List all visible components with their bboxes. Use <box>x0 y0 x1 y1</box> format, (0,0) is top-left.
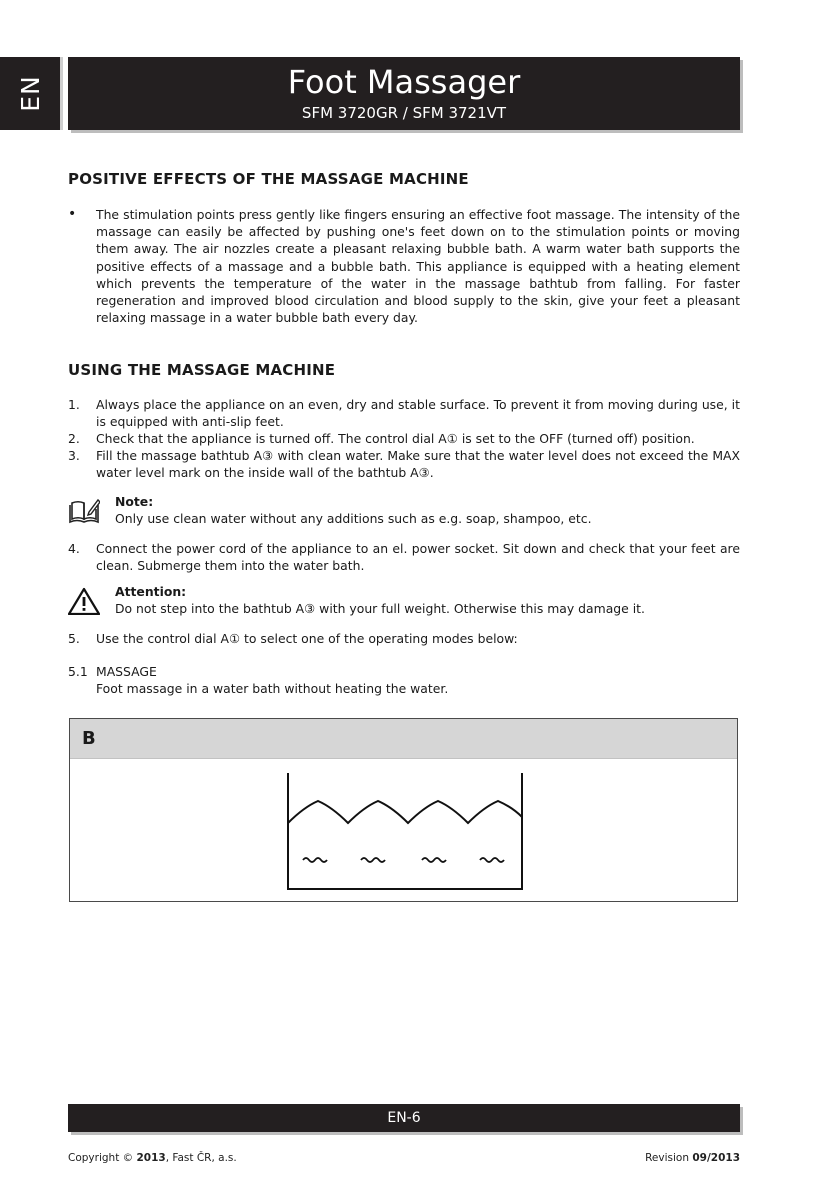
attention-label: Attention: <box>115 584 187 599</box>
revision <box>645 1152 740 1164</box>
step-description: Foot massage in a water bath without heating the water. <box>96 681 449 696</box>
note-text: Only use clean water without any additions such as e.g. soap, shampoo, etc. <box>115 511 592 526</box>
language-tab <box>0 57 63 130</box>
figure-label: B <box>70 719 737 759</box>
usage-heading: USING THE MASSAGE MACHINE <box>68 361 336 379</box>
book-note-icon <box>68 497 100 525</box>
step-text: MASSAGE <box>96 664 157 679</box>
step-text: Always place the appliance on an even, dry and stable surface. To prevent it from moving during use, it is equipped with anti-slip feet. <box>96 397 740 430</box>
warning-triangle-icon <box>68 587 100 615</box>
water-bath-illustration <box>70 759 737 901</box>
copyright-prefix: Copyright © <box>68 1152 137 1164</box>
step-text: Connect the power cord of the appliance to an el. power socket. Sit down and check that your feet are clean. Submerge them into the water bath. <box>96 541 740 574</box>
copyright-year: 2013 <box>136 1152 166 1164</box>
figure-b <box>69 718 738 902</box>
copyright-company: , Fast ČR, a.s. <box>165 1152 237 1164</box>
ripple-mark <box>361 858 385 862</box>
attention-text: Do not step into the bathtub A③ with your full weight. Otherwise this may damage it. <box>115 601 645 616</box>
step-number: 5. <box>68 631 80 646</box>
step-text: Check that the appliance is turned off. The control dial A① is set to the OFF (turned off) position. <box>96 431 695 446</box>
step-number: 3. <box>68 448 80 463</box>
page-number: EN-6 <box>387 1110 421 1126</box>
step-number: 5.1 <box>68 664 88 679</box>
page-number-bar <box>68 1104 740 1132</box>
step-number: 2. <box>68 431 80 446</box>
header-bar <box>68 57 740 130</box>
step-number: 4. <box>68 541 80 556</box>
step-text: Use the control dial A① to select one of the operating modes below: <box>96 631 518 646</box>
step-text: Fill the massage bathtub A③ with clean water. Make sure that the water level does not exceed the MAX water level mark on the inside wall of the bathtub A③. <box>96 448 740 481</box>
step-number: 1. <box>68 397 80 412</box>
language-code: EN <box>15 75 45 112</box>
revision-prefix: Revision <box>645 1152 693 1164</box>
model-numbers: SFM 3720GR / SFM 3721VT <box>301 104 507 122</box>
note-block <box>68 493 740 529</box>
attention-block <box>68 583 740 619</box>
copyright <box>68 1152 237 1164</box>
effects-heading: POSITIVE EFFECTS OF THE MASSAGE MACHINE <box>68 170 469 188</box>
effects-paragraph: The stimulation points press gently like fingers ensuring an effective foot massage. The intensity of the massage can easily be affected by pushing one's feet down on to the stimulation points or moving them away. The air nozzles create a pleasant relaxing bubble bath. A warm water bath supports the positive effects of a massage and a bubble bath. This appliance is equipped with a heating element which prevents the temperature of the water in the massage bathtub from falling. For faster regeneration and improved blood circulation and blood supply to the skin, give your feet a pleasant relaxing massage in a water bubble bath every day. <box>96 207 740 326</box>
bullet-marker: • <box>68 206 77 222</box>
ripple-mark <box>480 858 504 862</box>
water-wave-line <box>288 801 522 823</box>
ripple-mark <box>303 858 327 862</box>
ripple-mark <box>422 858 446 862</box>
note-label: Note: <box>115 494 154 509</box>
revision-date: 09/2013 <box>692 1152 740 1164</box>
page-title: Foot Massager <box>287 63 521 101</box>
